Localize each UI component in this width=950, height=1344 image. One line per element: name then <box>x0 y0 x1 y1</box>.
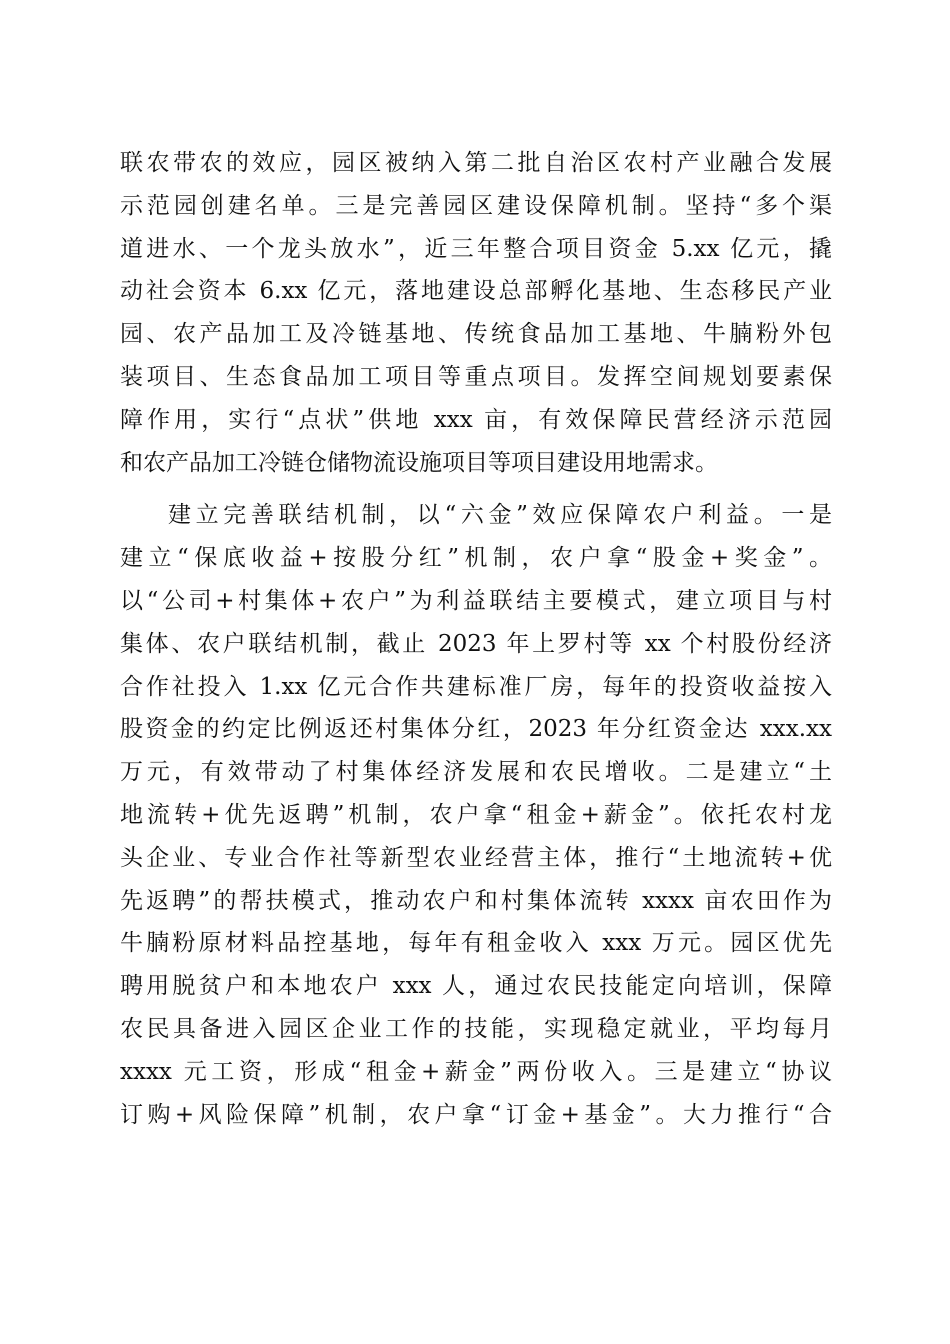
text-line: 订购+风险保障”机制，农户拿“订金+基金”。大力推行“合 <box>120 1101 832 1128</box>
text-line: 以“公司+村集体+农户”为利益联结主要模式，建立项目与村 <box>120 587 832 614</box>
text-line: 建立“保底收益+按股分红”机制，农户拿“股金+奖金”。 <box>120 545 832 572</box>
text-line: 道进水、一个龙头放水”，近三年整合项目资金 5.xx 亿元，撬 <box>120 235 832 262</box>
text-line: 农民具备进入园区企业工作的技能，实现稳定就业，平均每月 <box>120 1015 832 1042</box>
text-line: 集体、农户联结机制，截止 2023 年上罗村等 xx 个村股份经济 <box>120 630 832 657</box>
paragraph-2 <box>120 494 832 1136</box>
text-line: 牛腩粉原材料品控基地，每年有租金收入 xxx 万元。园区优先 <box>120 930 832 957</box>
text-line: 地流转+优先返聘”机制，农户拿“租金+薪金”。依托农村龙 <box>120 801 832 828</box>
text-line: 示范园创建名单。三是完善园区建设保障机制。坚持“多个渠 <box>120 192 832 219</box>
text-line: 装项目、生态食品加工项目等重点项目。发挥空间规划要素保 <box>120 363 832 390</box>
text-line: 联农带农的效应，园区被纳入第二批自治区农村产业融合发展 <box>120 150 832 176</box>
text-line: 先返聘”的帮扶模式，推动农户和村集体流转 xxxx 亩农田作为 <box>120 887 832 914</box>
text-line: 股资金的约定比例返还村集体分红，2023 年分红资金达 xxx.xx <box>120 716 832 743</box>
text-line: 建立完善联结机制，以“六金”效应保障农户利益。一是 <box>168 502 832 529</box>
text-line: 头企业、专业合作社等新型农业经营主体，推行“土地流转+优 <box>120 844 832 871</box>
text-line: 和农产品加工冷链仓储物流设施项目等项目建设用地需求。 <box>120 449 718 476</box>
text-line: 动社会资本 6.xx 亿元，落地建设总部孵化基地、生态移民产业 <box>120 278 832 305</box>
text-line: xxxx 元工资，形成“租金+薪金”两份收入。三是建立“协议 <box>120 1058 832 1085</box>
paragraph-spacer <box>120 484 832 494</box>
text-line: 障作用，实行“点状”供地 xxx 亩，有效保障民营经济示范园 <box>120 406 832 433</box>
text-line: 园、农产品加工及冷链基地、传统食品加工基地、牛腩粉外包 <box>120 321 832 348</box>
text-line: 聘用脱贫户和本地农户 xxx 人，通过农民技能定向培训，保障 <box>120 973 832 1000</box>
paragraph-1 <box>120 142 832 484</box>
document-body <box>120 142 832 1136</box>
text-line: 万元，有效带动了村集体经济发展和农民增收。二是建立“土 <box>120 759 832 786</box>
text-line: 合作社投入 1.xx 亿元合作共建标准厂房，每年的投资收益按入 <box>120 673 832 700</box>
